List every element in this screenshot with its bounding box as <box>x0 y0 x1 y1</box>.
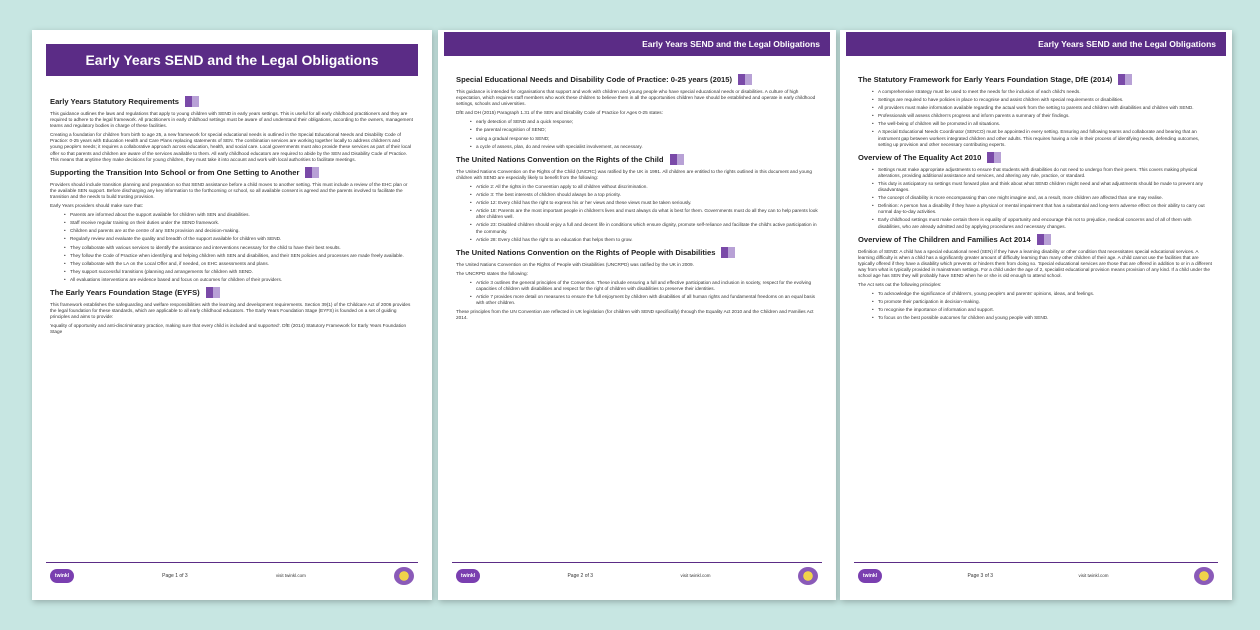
section-heading: The Early Years Foundation Stage (EYFS) <box>50 287 414 298</box>
page-content <box>456 70 818 556</box>
page-content <box>50 92 414 556</box>
list-item: • Children and parents are at the centre of any SEN provision and decision-making. <box>64 228 414 234</box>
list-item: • Settings are required to have policies in place to recognise and assist children with special requirements or disabilities. <box>872 97 1214 103</box>
running-header: Early Years SEND and the Legal Obligations <box>846 32 1226 56</box>
bullet-list <box>64 212 414 283</box>
page-number: Page 3 of 3 <box>967 572 994 579</box>
list-item: • All evaluations interventions are evidence based and focus on outcomes for children of their providers. <box>64 277 414 283</box>
bullet-list <box>872 167 1214 230</box>
section-heading: The United Nations Convention on the Rights of the Child <box>456 154 818 165</box>
list-item: • The concept of disability is more encompassing than one might imagine and, as a result, more children are affected than one may realise. <box>872 195 1214 201</box>
paragraph: The United Nations Convention on the Rights of the Child (UNCRC) was ratified by the UK in 1991. All children are entitled to the rights outlined in this document and young children with SEND are especially likely to benefit from the following: <box>456 168 812 180</box>
paragraph: 'equality of opportunity and anti-discriminatory practice, making sure that every child is included and supported'. DfE (2014) Statutory Framework for Early Years Foundation Stage <box>50 323 407 335</box>
bullet-list <box>470 184 818 243</box>
twinkl-logo: twinkl <box>456 569 480 583</box>
list-item: • Professionals will assess children's progress and inform parents a summary of their findings. <box>872 113 1214 119</box>
heading-decoration-icon <box>1037 234 1051 245</box>
list-item: • the parental recognition of SEND; <box>470 127 818 133</box>
list-item: • a cycle of assess, plan, do and review with specialist involvement, as necessary. <box>470 144 818 150</box>
paragraph: This guidance is intended for organisations that support and work with children and young people who have special educational needs or disabilities. A culture of high expectation, which requires staff members who work these children to believe them in all the opportunities children have should be established and operate in early childhood settings, schools and universities. <box>456 89 816 107</box>
page-footer <box>46 562 418 588</box>
paragraph: Providers should include transition planning and preparation so that SEND assistance before a child moves to another setting. This must include a review of the EHC plan or the available SEN support. Before discharging any key information to the forthcoming or school, so all available consent is agreed and the parents involved to facilitate the transition and the needs to build trusting provision. <box>50 181 408 199</box>
list-item: • The well-being of children will be promoted in all situations. <box>872 121 1214 127</box>
section-heading: The United Nations Convention on the Rights of People with Disabilities <box>456 247 818 258</box>
paragraph: These principles from the UN Convention are reflected in UK legislation (for children with SEND specifically) through the Equality Act 2010 and the Children and Families Act 2014. <box>456 309 814 321</box>
twinkl-logo: twinkl <box>50 569 74 583</box>
document-page-3 <box>840 30 1232 600</box>
paragraph: The United Nations Convention on the Rights of People with Disabilities (UNCRPD) was ratified by the UK in 2009. <box>456 261 694 267</box>
paragraph: Early Years providers should make sure that: <box>50 203 144 209</box>
paragraph: This framework establishes the safeguarding and welfare responsibilities with the learning and development requirements. Section 39(1) of the Childcare Act of 2006 provides the legal foundation for these standards, which are applicable to all early childhood educators. The Early Years Foundation Stage (EYFS) is founded on a set of guiding principles and aims to provide: <box>50 301 411 320</box>
paragraph: The UNCRPD states the following: <box>456 270 528 276</box>
award-badge-icon <box>798 567 818 585</box>
list-item: • Early childhood settings must make certain there is equality of opportunity and encourage this not to prejudice, medical concerns and of all of them with disabilities, who are already admitted and by applying procedures and necessary changes. <box>872 217 1214 229</box>
visit-link[interactable]: visit twinkl.com <box>275 573 306 578</box>
bullet-list <box>872 291 1214 321</box>
document-page-1 <box>32 30 432 600</box>
list-item: • They support successful transitions (planning and arrangements for children with SEND. <box>64 269 414 275</box>
bullet-list <box>470 280 818 306</box>
heading-decoration-icon <box>738 74 752 85</box>
list-item: • To promote their participation in decision-making. <box>872 299 1214 305</box>
list-item: • All providers must make information available regarding the actual work from the setting to parents and children with disabilities and children with SEND. <box>872 105 1214 111</box>
heading-decoration-icon <box>185 96 199 107</box>
list-item: • Regularly review and evaluate the quality and breadth of the support available for children with SEND. <box>64 236 414 242</box>
paragraph: The Act sets out the following principles: <box>858 282 942 288</box>
list-item: • A comprehensive strategy must be used to meet the needs for the inclusion of each child's needs. <box>872 89 1214 95</box>
heading-decoration-icon <box>721 247 735 258</box>
list-item: • Settings must make appropriate adjustments to ensure that students with disabilities do not need to undergo from their peers. This covers making physical alterations, providing additional assistance and services, and altering any rule, practice, or standard. <box>872 167 1214 179</box>
list-item: • This duty is anticipatory so settings must forward plan and think about what SEND children might need and what adjustments should be made to prevent any disadvantages. <box>872 181 1214 193</box>
visit-link[interactable]: visit twinkl.com <box>680 573 711 578</box>
heading-decoration-icon <box>305 167 319 178</box>
section-heading: Overview of The Equality Act 2010 <box>858 152 1214 163</box>
list-item: • Article 2: All the rights in the Convention apply to all children without discrimination. <box>470 184 818 190</box>
list-item: • Article 3: The best interests of children should always be a top priority. <box>470 192 818 198</box>
page-content <box>858 70 1214 556</box>
heading-decoration-icon <box>1118 74 1132 85</box>
list-item: • To acknowledge the significance of children's, young people's and parents' opinions, ideas, and feelings. <box>872 291 1214 297</box>
paragraph: Creating a foundation for children from birth to age 25, a new framework for special educational needs is outlined in the Special Educational Needs and Disability Code of Practice: 0-25 years with Education Health and Care Plans replacing statements of SEN. The combination services are working together locally to address children's and young people's needs; it requires a collaborative approach across education, health, and social care. Local governments must also provide these services as part of their local offer so that parents and children are aware of the services available to them. All early childhood educators are required to abide by the SEN and Disability Code of Practice. This means that anytime they make decisions for young children, they must take it into account and work with local authorities to facilitate meetings. <box>50 132 411 162</box>
page-number: Page 1 of 3 <box>162 572 188 579</box>
list-item: • To recognise the importance of information and support. <box>872 307 1214 313</box>
bullet-list <box>470 119 818 149</box>
list-item: • They collaborate with the LA on the Local Offer and, if needed, on EHC assessments and plans. <box>64 261 414 267</box>
award-badge-icon <box>394 567 414 585</box>
list-item: • Article 7 provides more detail on measures to ensure the full enjoyment by children with disabilities of all human rights and fundamental freedoms on an equal basis with other children. <box>470 294 818 306</box>
bullet-list <box>872 89 1214 148</box>
list-item: • A Special Educational Needs Coordinator (SENCO) must be appointed in every setting. Ensuring and following teams and collaborate and bearing that an instrument gap between workers integrated children and other adults. This requires having a role in their process of identifying needs, defending outcomes, setting up provision and other necessary contributing experts. <box>872 129 1214 147</box>
list-item: • Parents are informed about the support available for children with SEN and disabilities. <box>64 212 414 218</box>
list-item: • They collaborate with various services to identify the assistance and interventions necessary for the child to have their best results. <box>64 245 414 251</box>
paragraph: Definition of SEND: A child has a special educational need (SEN) if they have a learning disability or other condition that necessitates special educational services. A learning difficulty is when a child has a significantly greater amount of difficulty learning than many other children of their age. A child cannot use the facilities that are typically offered if they have a disability which prevents or hinders them from doing so. 'Special educational services are those that are offered in addition to or in a different way from what is typically provided in mainstream settings. For a child under the age of 2, specialist educational provision means provision of any kind. If a child under the school age has SEN they will probably have SEND when he or she is old enough to attend school. <box>858 248 1212 278</box>
visit-link[interactable]: visit twinkl.com <box>1078 573 1109 578</box>
list-item: • early detection of SEND and a quick response; <box>470 119 818 125</box>
document-page-2 <box>438 30 836 600</box>
page-footer <box>452 562 822 588</box>
page-number: Page 2 of 3 <box>567 572 594 579</box>
section-heading: Early Years Statutory Requirements <box>50 96 414 107</box>
paragraph: This guidance outlines the laws and regulations that apply to young children with SEND in early years settings. This is useful for all early childhood practitioners and they are required to adhere to the legal framework. All practitioners in early childhood settings must be aware of and understand their obligations, according to the owners, management teams and regulatory bodies in charge of these facilities. <box>50 111 413 129</box>
section-heading: Supporting the Transition Into School or from One Setting to Another <box>50 167 414 178</box>
list-item: • using a gradual response to SEND; <box>470 136 818 142</box>
list-item: • To focus on the best possible outcomes for children and young people with SEND. <box>872 315 1214 321</box>
list-item: • They follow the Code of Practice when identifying and helping children with SEN and disabilities, and their SEN policies and processes are made freely available. <box>64 253 414 259</box>
list-item: • Article 12: Every child has the right to express his or her views and these views must be taken seriously. <box>470 200 818 206</box>
list-item: • Article 18: Parents are the most important people in children's lives and must always do what is best for them. Governments must do all they can to help parents look after children well. <box>470 208 818 220</box>
running-header: Early Years SEND and the Legal Obligations <box>444 32 830 56</box>
list-item: • Article 3 outlines the general principles of the Convention. These include ensuring a full and effective participation and inclusion in society, respect for the evolving capacities of children with disabilities and respect for the right of children with disabilities to preserve their identities. <box>470 280 818 292</box>
section-heading: Overview of The Children and Families Act 2014 <box>858 234 1214 245</box>
list-item: • Article 28: Every child has the right to an education that helps them to grow. <box>470 237 818 243</box>
twinkl-logo: twinkl <box>858 569 882 583</box>
heading-decoration-icon <box>206 287 220 298</box>
paragraph: DfE and DH (2015) Paragraph 1.31 of the SEN and Disability Code of Practice for Ages 0-25 states: <box>456 110 663 116</box>
section-heading: Special Educational Needs and Disability Code of Practice: 0-25 years (2015) <box>456 74 818 85</box>
heading-decoration-icon <box>987 152 1001 163</box>
award-badge-icon <box>1194 567 1214 585</box>
section-heading: The Statutory Framework for Early Years Foundation Stage, DfE (2014) <box>858 74 1214 85</box>
heading-decoration-icon <box>670 154 684 165</box>
page-title-banner: Early Years SEND and the Legal Obligations <box>46 44 418 76</box>
list-item: • Definition: A person has a disability if they have a physical or mental impairment that has a substantial and long-term adverse effect on their ability to carry out normal day-to-day activities. <box>872 203 1214 215</box>
list-item: • Article 23: Disabled children should enjoy a full and decent life in conditions which ensure dignity, promote self-reliance and facilitate the child's active participation in the community. <box>470 222 818 234</box>
page-footer <box>854 562 1218 588</box>
list-item: • Staff receive regular training on their duties under the SEND framework. <box>64 220 414 226</box>
